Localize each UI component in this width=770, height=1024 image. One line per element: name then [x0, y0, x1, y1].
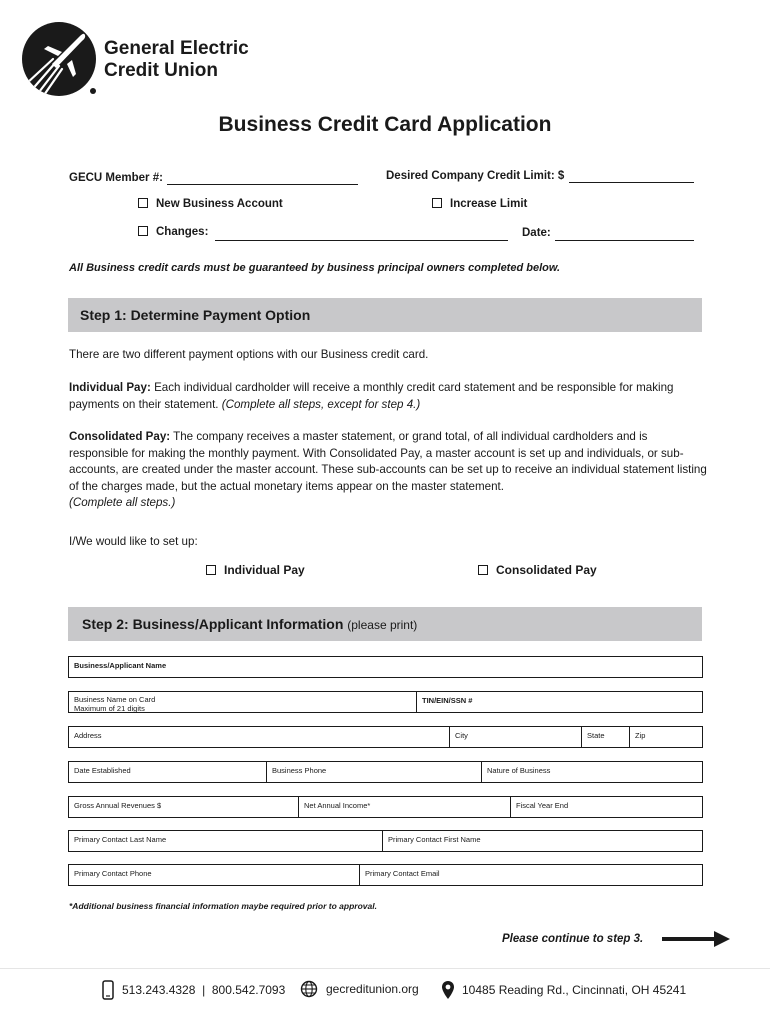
city-field[interactable]: [449, 727, 582, 747]
financials-row: [68, 796, 703, 818]
step2-subtitle: (please print): [347, 618, 418, 632]
logo-line-2: Credit Union: [104, 60, 218, 81]
setup-prompt: I/We would like to set up:: [69, 535, 198, 548]
fiscal-year-end-label: Fiscal Year End: [516, 801, 569, 810]
date-established-field[interactable]: [69, 762, 266, 782]
name-on-card-field[interactable]: [69, 692, 416, 712]
contact-last-name-field[interactable]: [69, 831, 382, 851]
footer-phones: [102, 980, 285, 1000]
logo-line-1: General Electric: [104, 38, 249, 59]
individual-pay-option[interactable]: [206, 563, 305, 577]
consolidated-heading: Consolidated Pay:: [69, 430, 171, 443]
consolidated-pay-option[interactable]: [478, 563, 597, 577]
contact-info-row: [68, 864, 703, 886]
consolidated-text: The company receives a master statement, or grand total, of all individual cardholders and is responsible for making the monthly payment. With Consolidated Pay, a master account is set up and individuals, or sub-accounts, are created under the master account. These sub-accounts can be set up to receive an individual statement listing of the charges made, but the actual monetary items appear on the master statement.: [69, 430, 707, 493]
contact-email-field[interactable]: [359, 865, 702, 885]
continue-arrow-icon: [662, 937, 718, 941]
state-label: State: [587, 731, 605, 740]
step1-title: Step 1: Determine Payment Option: [80, 307, 311, 323]
business-name-row[interactable]: [68, 656, 703, 678]
address-row: [68, 726, 703, 748]
contact-first-name-label: Primary Contact First Name: [388, 835, 481, 844]
page-title: Business Credit Card Application: [218, 113, 552, 136]
date-line[interactable]: [555, 228, 694, 241]
name-on-card-hint: Maximum of 21 digits: [74, 704, 145, 713]
credit-limit-label: Desired Company Credit Limit: $: [386, 170, 565, 182]
changes-option[interactable]: [138, 226, 208, 238]
footer-website[interactable]: [300, 980, 419, 998]
date-label: Date:: [522, 227, 551, 239]
consolidated-pay-label: Consolidated Pay: [496, 563, 597, 577]
step2-title-wrap: [82, 616, 417, 632]
business-phone-label: Business Phone: [272, 766, 327, 775]
increase-limit-option[interactable]: [432, 198, 527, 210]
address-label: Address: [74, 731, 102, 740]
credit-limit-line[interactable]: [569, 170, 694, 183]
tin-label: TIN/EIN/SSN #: [422, 696, 473, 705]
zip-label: Zip: [635, 731, 646, 740]
nature-of-business-field[interactable]: [481, 762, 702, 782]
new-account-checkbox[interactable]: [138, 198, 148, 208]
individual-pay-description: [69, 380, 709, 413]
guarantee-note: All Business credit cards must be guaranteed by business principal owners completed below.: [69, 262, 561, 274]
new-account-label: New Business Account: [156, 198, 283, 210]
changes-checkbox[interactable]: [138, 226, 148, 236]
member-number-line[interactable]: [167, 172, 358, 185]
net-income-label: Net Annual Income*: [304, 801, 371, 810]
arrow-head-icon: [714, 931, 730, 947]
globe-icon: [300, 980, 318, 998]
step2-header: [68, 607, 702, 641]
individual-pay-checkbox[interactable]: [206, 565, 216, 575]
contact-phone-label: Primary Contact Phone: [74, 869, 152, 878]
date-established-label: Date Established: [74, 766, 131, 775]
logo-text: [104, 38, 249, 82]
changes-line[interactable]: [215, 228, 508, 241]
footer-phones-text: 513.243.4328 | 800.542.7093: [122, 983, 286, 997]
consolidated-pay-checkbox[interactable]: [478, 565, 488, 575]
increase-limit-checkbox[interactable]: [432, 198, 442, 208]
individual-note: (Complete all steps, except for step 4.): [221, 397, 421, 411]
business-phone-field[interactable]: [266, 762, 482, 782]
step1-intro: There are two different payment options with our Business credit card.: [69, 348, 429, 361]
logo-registered-dot: [90, 88, 96, 94]
gross-revenues-field[interactable]: [69, 797, 298, 817]
tin-field[interactable]: [416, 692, 702, 712]
footer-website-text[interactable]: gecreditunion.org: [326, 982, 419, 996]
financial-footnote: *Additional business financial information maybe required prior to approval.: [69, 901, 377, 911]
contact-email-label: Primary Contact Email: [365, 869, 440, 878]
airplane-logo-icon: [22, 22, 96, 96]
member-label: GECU Member #:: [69, 172, 163, 184]
consolidated-note: (Complete all steps.): [69, 496, 176, 509]
footer-address-text: 10485 Reading Rd., Cincinnati, OH 45241: [462, 983, 687, 997]
increase-limit-label: Increase Limit: [450, 198, 528, 210]
contact-last-name-label: Primary Contact Last Name: [74, 835, 167, 844]
contact-phone-field[interactable]: [69, 865, 359, 885]
gross-revenues-label: Gross Annual Revenues $: [74, 801, 162, 810]
step2-title: Step 2: Business/Applicant Information: [82, 616, 344, 632]
contact-name-row: [68, 830, 703, 852]
name-on-card-row: [68, 691, 703, 713]
new-account-option[interactable]: [138, 198, 283, 210]
individual-pay-label: Individual Pay: [224, 563, 305, 577]
phone-icon: [102, 980, 114, 1000]
fiscal-year-end-field[interactable]: [510, 797, 702, 817]
footer-address: [441, 980, 686, 1000]
logo-mark: [22, 22, 96, 96]
step1-header: [68, 298, 702, 332]
city-label: City: [455, 731, 468, 740]
location-pin-icon: [441, 980, 455, 1000]
individual-text: Each individual cardholder will receive a monthly credit card statement and be responsible for making payments on their statement.: [69, 381, 674, 411]
changes-label: Changes:: [156, 226, 209, 238]
name-on-card-label: [74, 695, 155, 713]
nature-of-business-label: Nature of Business: [487, 766, 551, 775]
business-name-label: Business/Applicant Name: [74, 661, 167, 670]
footer-divider: [0, 968, 770, 969]
address-field[interactable]: [69, 727, 449, 747]
continue-text: Please continue to step 3.: [502, 933, 644, 945]
individual-heading: Individual Pay:: [69, 381, 151, 394]
contact-first-name-field[interactable]: [382, 831, 702, 851]
name-on-card-text: Business Name on Card: [74, 695, 156, 704]
zip-field[interactable]: [629, 727, 702, 747]
net-income-field[interactable]: [298, 797, 511, 817]
state-field[interactable]: [581, 727, 630, 747]
date-phone-row: [68, 761, 703, 783]
consolidated-pay-description: [69, 429, 709, 512]
